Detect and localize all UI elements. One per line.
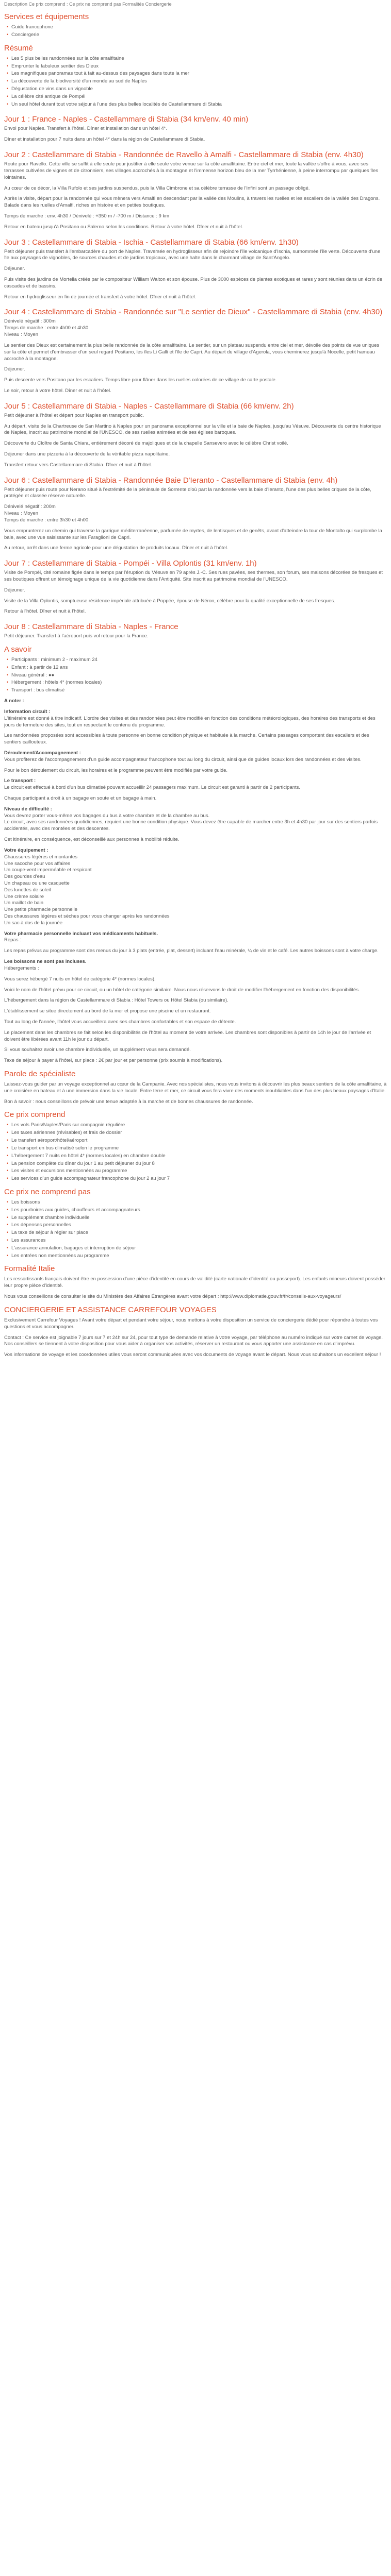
day-paragraph: Petit déjeuner. Transfert à l'aéroport puis vol retour pour la France. bbox=[4, 633, 149, 639]
note: Repas : bbox=[4, 937, 21, 943]
list-item: • Enfant : à partir de 12 ans bbox=[11, 665, 387, 671]
formalites-paragraph[interactable]: Nous vous conseillons de consulter le site du Ministère des Affaires Étrangères avant votre départ : http://www.diplomatie.gouv.fr/fr/conseils-aux-voyageurs/ bbox=[4, 1294, 341, 1300]
note: Un chapeau ou une casquette bbox=[4, 880, 70, 886]
list-item: • La pension complète du dîner du jour 1 au petit déjeuner du jour 8 bbox=[11, 1161, 387, 1167]
day-paragraph: Vous emprunterez un chemin qui traverse la garrigue méditerranéenne, parfumée de myrtes, de lentisques et de genêts, avant d'atteindre la tour de Montalto qui surplombe la baie, avec une vue saisissante sur les Faraglioni de Capri. bbox=[4, 528, 382, 540]
day-paragraph: Puis visite des jardins de Mortella créés par le compositeur William Walton et son épouse. Plus de 3000 espèces de plantes exotiques et rares y sont réunies dans un écrin de cascades et de bassins. bbox=[4, 277, 383, 289]
list-item: • Les taxes aériennes (révisables) et frais de dossier bbox=[11, 1130, 387, 1137]
day-paragraph: Dénivelé négatif : 200m bbox=[4, 504, 56, 510]
note: Des gourdes d'eau bbox=[4, 874, 45, 880]
list-item: • Transport : bus climatisé bbox=[11, 687, 387, 694]
note: Des chaussures légères et sèches pour vous changer après les randonnées bbox=[4, 913, 170, 920]
day-paragraph: Petit déjeuner puis route pour Nerano situé à l'extrémité de la péninsule de Sorrente d'où part la randonnée vers la baie d'Ieranto, l'une des plus belles criques de la côte, protégée et classée réserve naturelle. bbox=[4, 486, 371, 499]
note: Les repas prévus au programme sont des menus du jour à 3 plats (entrée, plat, dessert) incluant l'eau minérale, ¼ de vin et le café. Les autres boissons sont à votre charge. bbox=[4, 948, 379, 954]
day-paragraph: Niveau : Moyen bbox=[4, 511, 39, 517]
list-item: • L'assurance annulation, bagages et interruption de séjour bbox=[11, 1245, 387, 1252]
day-title: Jour 1 : France - Naples - Castellammare di Stabia (34 km/env. 40 min) bbox=[4, 115, 249, 124]
guide-title: Parole de spécialiste bbox=[4, 1070, 76, 1079]
day-7 bbox=[4, 559, 387, 615]
note-heading: Déroulement/Accompagnement : bbox=[4, 750, 81, 756]
list-item: • Les pourboires aux guides, chauffeurs et accompagnateurs bbox=[11, 1207, 387, 1214]
note: Une sacoche pour vos affaires bbox=[4, 860, 71, 867]
day-2 bbox=[4, 150, 387, 231]
day-paragraph: Petit déjeuner à l'hôtel et départ pour Naples en transport public. bbox=[4, 412, 144, 418]
day-paragraph: Retour en hydroglisseur en fin de journée et transfert à votre hôtel. Dîner et nuit à l'hôtel. bbox=[4, 294, 196, 300]
list-item: • Les 5 plus belles randonnées sur la côte amalfitaine bbox=[11, 56, 387, 62]
formalites-title: Formalité Italie bbox=[4, 1264, 55, 1274]
list-item: • Conciergerie bbox=[11, 32, 387, 39]
list-item: • Les dépenses personnelles bbox=[11, 1222, 387, 1229]
day-paragraph: Découverte du Cloître de Santa Chiara, entièrement décoré de majoliques et de la chapelle Sansevero avec le célèbre Christ voilé. bbox=[4, 440, 288, 447]
list-item: • Les magnifiques panoramas tout à fait au-dessus des paysages dans toute la mer bbox=[11, 71, 387, 77]
day-title: Jour 6 : Castellammare di Stabia - Randonnée Baie D'Ieranto - Castellammare di Stabia (env. 4h) bbox=[4, 476, 338, 485]
note: L'établissement se situe directement au bord de la mer et propose une piscine et un restaurant. bbox=[4, 1008, 211, 1014]
excludes-title: Ce prix ne comprend pas bbox=[4, 1187, 91, 1196]
day-title: Jour 4 : Castellammare di Stabia - Randonnée sur "Le sentier de Dieux" - Castellammare di Stabia (env. 4h30) bbox=[4, 308, 383, 317]
list-item: • La célèbre cité antique de Pompéi bbox=[11, 94, 387, 100]
concierge-paragraph: Contact : Ce service est joignable 7 jours sur 7 et 24h sur 24, pour tout type de demande relative à votre voyage, par téléphone au numéro indiqué sur votre carnet de voyage. Nos conseillers se tiennent à votre disposition pour vous aider à organiser vos activités, réserver un restaurant ou vous apporter une assistance en cas d'imprévu. bbox=[4, 1334, 383, 1347]
day-paragraph: Dîner et installation pour 7 nuits dans un hôtel 4* dans la région de Castellammare di Stabia. bbox=[4, 137, 205, 143]
note: Cet itinéraire, en conséquence, est déconseillé aux personnes à mobilité réduite. bbox=[4, 837, 180, 843]
note: L'itinéraire est donné à titre indicatif. L'ordre des visites et des randonnées peut être modifié en fonction des conditions météorologiques, des horaires des transports et des jours de fermeture des sites, tout en respectant le contenu du programme. bbox=[4, 715, 376, 728]
list-item: • Les visites et excursions mentionnées au programme bbox=[11, 1168, 387, 1175]
day-paragraph: Retour en bateau jusqu'à Positano ou Salerno selon les conditions. Retour à votre hôtel. Dîner et nuit à l'hôtel. bbox=[4, 224, 243, 230]
day-title: Jour 7 : Castellammare di Stabia - Pompéi - Villa Oplontis (31 km/env. 1h) bbox=[4, 559, 257, 568]
list-item: • Guide francophone bbox=[11, 24, 387, 31]
note: Taxe de séjour à payer à l'hôtel, sur place : 2€ par jour et par personne (prix soumis à modifications). bbox=[4, 1058, 223, 1064]
day-paragraph: Déjeuner. bbox=[4, 266, 25, 272]
services-list bbox=[4, 24, 387, 39]
formalites-paragraph: Les ressortissants français doivent être en possession d'une pièce d'identité en cours de validité (carte nationale d'identité ou passeport). Les enfants mineurs doivent posséder leur propre pièce d'identité. bbox=[4, 1276, 385, 1289]
note: Hébergements : bbox=[4, 965, 39, 971]
day-paragraph: Visite de la Villa Oplontis, somptueuse résidence impériale attribuée à Poppée, épouse de Néron, célèbre pour la qualité exceptionnelle de ses fresques. bbox=[4, 598, 335, 604]
day-paragraph: Au cœur de ce décor, la Villa Rufolo et ses jardins suspendus, puis la Villa Cimbrone et sa célèbre terrasse de l'Infini sont un passage obligé. bbox=[4, 185, 310, 191]
day-paragraph: Le soir, retour à votre hôtel. Dîner et nuit à l'hôtel. bbox=[4, 387, 111, 394]
note: Vous serez hébergé 7 nuits en hôtel de catégorie 4* (normes locales). bbox=[4, 976, 156, 982]
day-paragraph: Envol pour Naples. Transfert à l'hôtel. Dîner et installation dans un hôtel 4*. bbox=[4, 126, 168, 132]
list-item: • Dégustation de vins dans un vignoble bbox=[11, 86, 387, 93]
note: Chaque participant a droit à un bagage en soute et un bagage à main. bbox=[4, 795, 157, 802]
day-1 bbox=[4, 115, 387, 143]
day-paragraph: Déjeuner dans une pizzeria à la découverte de la véritable pizza napolitaine. bbox=[4, 451, 170, 457]
note: Des lunettes de soleil bbox=[4, 887, 51, 893]
day-title: Jour 8 : Castellammare di Stabia - Naples - France bbox=[4, 622, 178, 632]
list-item: • Les services d'un guide accompagnateur francophone du jour 2 au jour 7 bbox=[11, 1176, 387, 1182]
resume-list bbox=[4, 56, 387, 108]
note: Le circuit, avec ses randonnées quotidiennes, requiert une bonne condition physique. Vous devez être capable de marcher entre 3h et 4h30 par jour sur des sentiers parfois accidentés, avec des montées et des descentes. bbox=[4, 819, 378, 832]
note: Un coupe-vent imperméable et respirant bbox=[4, 867, 92, 873]
day-title: Jour 3 : Castellammare di Stabia - Ischia - Castellammare di Stabia (66 km/env. 1h30) bbox=[4, 238, 299, 247]
day-paragraph: Déjeuner. bbox=[4, 587, 25, 593]
note: Pour le bon déroulement du circuit, les horaires et le programme peuvent être modifiés par votre guide. bbox=[4, 767, 228, 773]
day-4 bbox=[4, 308, 387, 394]
breadcrumb: Description Ce prix comprend : Ce prix ne comprend pas Formalités Conciergerie bbox=[4, 2, 172, 7]
day-3 bbox=[4, 238, 387, 301]
list-item: • Niveau général : ●● bbox=[11, 672, 387, 679]
guide-paragraph: Bon à savoir : nous conseillons de prévoir une tenue adaptée à la marche et de bonnes chaussures de randonnée. bbox=[4, 1098, 253, 1105]
list-item: • Un seul hôtel durant tout votre séjour à l'une des plus belles localités de Castellammare di Stabia bbox=[11, 101, 387, 108]
savoir-title: A savoir bbox=[4, 645, 32, 654]
list-item: • La découverte de la biodiversité d'un monde au sud de Naples bbox=[11, 78, 387, 85]
concierge-paragraph: Exclusivement Carrefour Voyages ! Avant votre départ et pendant votre séjour, nous mettons à votre disposition un service de conciergerie dédié pour répondre à toutes vos questions et vous accompagner. bbox=[4, 1317, 378, 1330]
day-title: Jour 2 : Castellammare di Stabia - Randonnée de Ravello à Amalfi - Castellammare di Stabia (env. 4h30) bbox=[4, 150, 364, 160]
list-item: • Le transport en bus climatisé selon le programme bbox=[11, 1145, 387, 1152]
day-paragraph: Temps de marche : entre 3h30 et 4h00 bbox=[4, 517, 89, 523]
day-paragraph: Au retour, arrêt dans une ferme agricole pour une dégustation de produits locaux. Dîner et nuit à l'hôtel. bbox=[4, 545, 229, 551]
note-heading: Information circuit : bbox=[4, 708, 51, 715]
day-paragraph: Visite de Pompéi, cité romaine figée dans le temps par l'éruption du Vésuve en 79 après J.-C. Ses rues pavées, ses thermes, son forum, ses maisons décorées de fresques et ses boutiques offrent un témoignage unique de la vie quotidienne dans l'Antiquité. Site inscrit au patrimoine mondial de l'UNESCO. bbox=[4, 570, 383, 582]
day-paragraph: Transfert retour vers Castellammare di Stabia. Dîner et nuit à l'hôtel. bbox=[4, 462, 152, 468]
day-title: Jour 5 : Castellammare di Stabia - Naples - Castellammare di Stabia (66 km/env. 2h) bbox=[4, 401, 294, 411]
day-paragraph: Puis descente vers Positano par les escaliers. Temps libre pour flâner dans les ruelles colorées de ce village de carte postale. bbox=[4, 377, 277, 383]
day-paragraph: Petit déjeuner puis transfert à l'embarcadère du port de Naples. Traversée en hydroglisseur afin de rejoindre l'île volcanique d'Ischia, surnommée l'île verte. Découverte d'une île aux paysages de vignobles, de sources chaudes et de jardins tropicaux, avec une halte dans le charmant village de Sant'Angelo. bbox=[4, 248, 381, 261]
note-heading: Le transport : bbox=[4, 778, 36, 784]
day-8 bbox=[4, 622, 387, 640]
list-item: • L'hébergement 7 nuits en hôtel 4* (normes locales) en chambre double bbox=[11, 1153, 387, 1160]
note: Vous devrez porter vous-même vos bagages du bus à votre chambre et de la chambre au bus. bbox=[4, 812, 210, 819]
day-paragraph: Au départ, visite de la Chartreuse de San Martino à Naples pour un panorama exceptionnel sur la ville et la baie de Naples, jusqu'au Vésuve. Découverte du centre historique de Naples, inscrit au patrimoine mondial de l'UNESCO, de ses ruelles animées et de ses églises baroques. bbox=[4, 423, 381, 436]
concierge-title: CONCIERGERIE ET ASSISTANCE CARREFOUR VOYAGES bbox=[4, 1305, 217, 1314]
list-item: • Le supplément chambre individuelle bbox=[11, 1215, 387, 1222]
list-item: • Les assurances bbox=[11, 1238, 387, 1244]
day-paragraph: Après la visite, départ pour la randonnée qui vous mènera vers Amalfi en descendant par la vallée des Moulins, à travers les ruelles et les escaliers de la vallée des Dragons. Balade dans les ruelles d'Amalfi, riches en histoire et en petites boutiques. bbox=[4, 196, 380, 209]
guide-paragraph: Laissez-vous guider par un voyage exceptionnel au cœur de la Campanie. Avec nos spécialistes, nous vous invitons à découvrir les plus beaux sentiers de la côte amalfitaine, à une croisière en bateau et à une immersion dans la vie locale. Entre terre et mer, ce circuit vous fera vivre des moments inoubliables dans l'un des plus beaux paysages d'Italie. bbox=[4, 1081, 387, 1094]
list-item: • Le transfert aéroport/hôtel/aéroport bbox=[11, 1138, 387, 1144]
note: Si vous souhaitez avoir une chambre individuelle, un supplément vous sera demandé. bbox=[4, 1047, 191, 1053]
note-heading: Niveau de difficulté : bbox=[4, 806, 52, 812]
savoir-subtitle: A noter : bbox=[4, 698, 24, 704]
note: Tout au long de l'année, l'hôtel vous accueillera avec ses chambres confortables et son espace de détente. bbox=[4, 1019, 236, 1025]
note-heading: Les boissons ne sont pas incluses. bbox=[4, 959, 87, 965]
services-title: Services et équipements bbox=[4, 12, 89, 22]
list-item: • Hébergement : hôtels 4* (normes locales) bbox=[11, 680, 387, 686]
resume-title: Résumé bbox=[4, 43, 33, 53]
day-paragraph: Route pour Ravello. Cette ville se suffit à elle seule pour justifier à elle seule votre venue sur la côte amalfitaine. Entre ciel et mer, toute la vallée s'offre à vous, avec ses terrasses cultivées de vignes et de citronniers, ses villages accrochés à la montagne et l'immense horizon bleu de la mer Tyrrhénienne, à peine interrompu par quelques îles lointaines. bbox=[4, 161, 379, 180]
day-paragraph: Niveau : Moyen bbox=[4, 332, 39, 338]
list-item: • Les boissons bbox=[11, 1199, 387, 1206]
note: Un sac à dos de la journée bbox=[4, 920, 63, 926]
note: Une crème solaire bbox=[4, 893, 44, 900]
concierge-paragraph: Vos informations de voyage et les coordonnées utiles vous seront communiquées avec vos documents de voyage avant le départ. Nous vous souhaitons un excellent séjour ! bbox=[4, 1352, 381, 1358]
note: Le circuit est effectué à bord d'un bus climatisé pouvant accueillir 24 passagers maximum. Le circuit est garanti à partir de 2 participants. bbox=[4, 785, 301, 791]
list-item: • Emprunter le fabuleux sentier des Dieux bbox=[11, 63, 387, 70]
note: Vous profiterez de l'accompagnement d'un guide accompagnateur francophone tout au long du circuit, ainsi que de guides locaux lors des randonnées et des visites. bbox=[4, 756, 362, 762]
day-6 bbox=[4, 476, 387, 552]
note-heading: Votre pharmacie personnelle incluant vos médicaments habituels. bbox=[4, 930, 158, 937]
day-paragraph: Retour à l'hôtel. Dîner et nuit à l'hôtel. bbox=[4, 608, 86, 615]
day-paragraph: Temps de marche : entre 4h00 et 4h30 bbox=[4, 325, 89, 331]
includes-title: Ce prix comprend bbox=[4, 1110, 66, 1120]
note-heading: Votre équipement : bbox=[4, 847, 48, 853]
note: Le placement dans les chambres se fait selon les disponibilités de l'hôtel au moment de votre arrivée. Les chambres sont disponibles à partir de 14h le jour de l'arrivée et doivent être libérées avant 11h le jour du départ. bbox=[4, 1029, 371, 1042]
day-paragraph: Temps de marche : env. 4h30 / Dénivelé : +350 m / -700 m / Distance : 9 km bbox=[4, 213, 170, 219]
note: Une petite pharmacie personnelle bbox=[4, 907, 78, 913]
note: L'hébergement dans la région de Castellammare di Stabia : Hôtel Towers ou Hôtel Stabia (ou similaire). bbox=[4, 997, 229, 1004]
list-item: • Participants : minimum 2 - maximum 24 bbox=[11, 657, 387, 664]
list-item: • Les vols Paris/Naples/Paris sur compagnie régulière bbox=[11, 1122, 387, 1129]
savoir-list bbox=[4, 657, 387, 694]
note: Un maillot de bain bbox=[4, 900, 44, 906]
day-5 bbox=[4, 402, 387, 469]
list-item: • La taxe de séjour à régler sur place bbox=[11, 1230, 387, 1236]
note: Les randonnées proposées sont accessibles à toute personne en bonne condition physique et habituée à la marche. Certains passages comportent des escaliers et des sentiers caillouteux. bbox=[4, 733, 369, 745]
list-item: • Les entrées non mentionnées au programme bbox=[11, 1253, 387, 1260]
note: Voici le nom de l'hôtel prévu pour ce circuit, ou un hôtel de catégorie similaire. Nous nous réservons le droit de modifier l'hébergement en fonction des disponibilités. bbox=[4, 987, 360, 993]
includes-list bbox=[4, 1122, 387, 1182]
excludes-list bbox=[4, 1199, 387, 1260]
note: Chaussures légères et montantes bbox=[4, 854, 78, 860]
day-paragraph: Le sentier des Dieux est certainement la plus belle randonnée de la côte amalfitaine. Le sentier, sur un plateau suspendu entre ciel et mer, dévoile des points de vue uniques sur la côte et permet d'embrasser d'un seul regard Positano, les îles Li Galli et l'île de Capri. Au départ du village d'Agerola, vous cheminerez jusqu'à Nocelle, petit hameau accroché à la montagne. bbox=[4, 342, 380, 362]
day-paragraph: Déjeuner. bbox=[4, 366, 25, 372]
day-paragraph: Dénivelé négatif : 300m bbox=[4, 318, 56, 325]
